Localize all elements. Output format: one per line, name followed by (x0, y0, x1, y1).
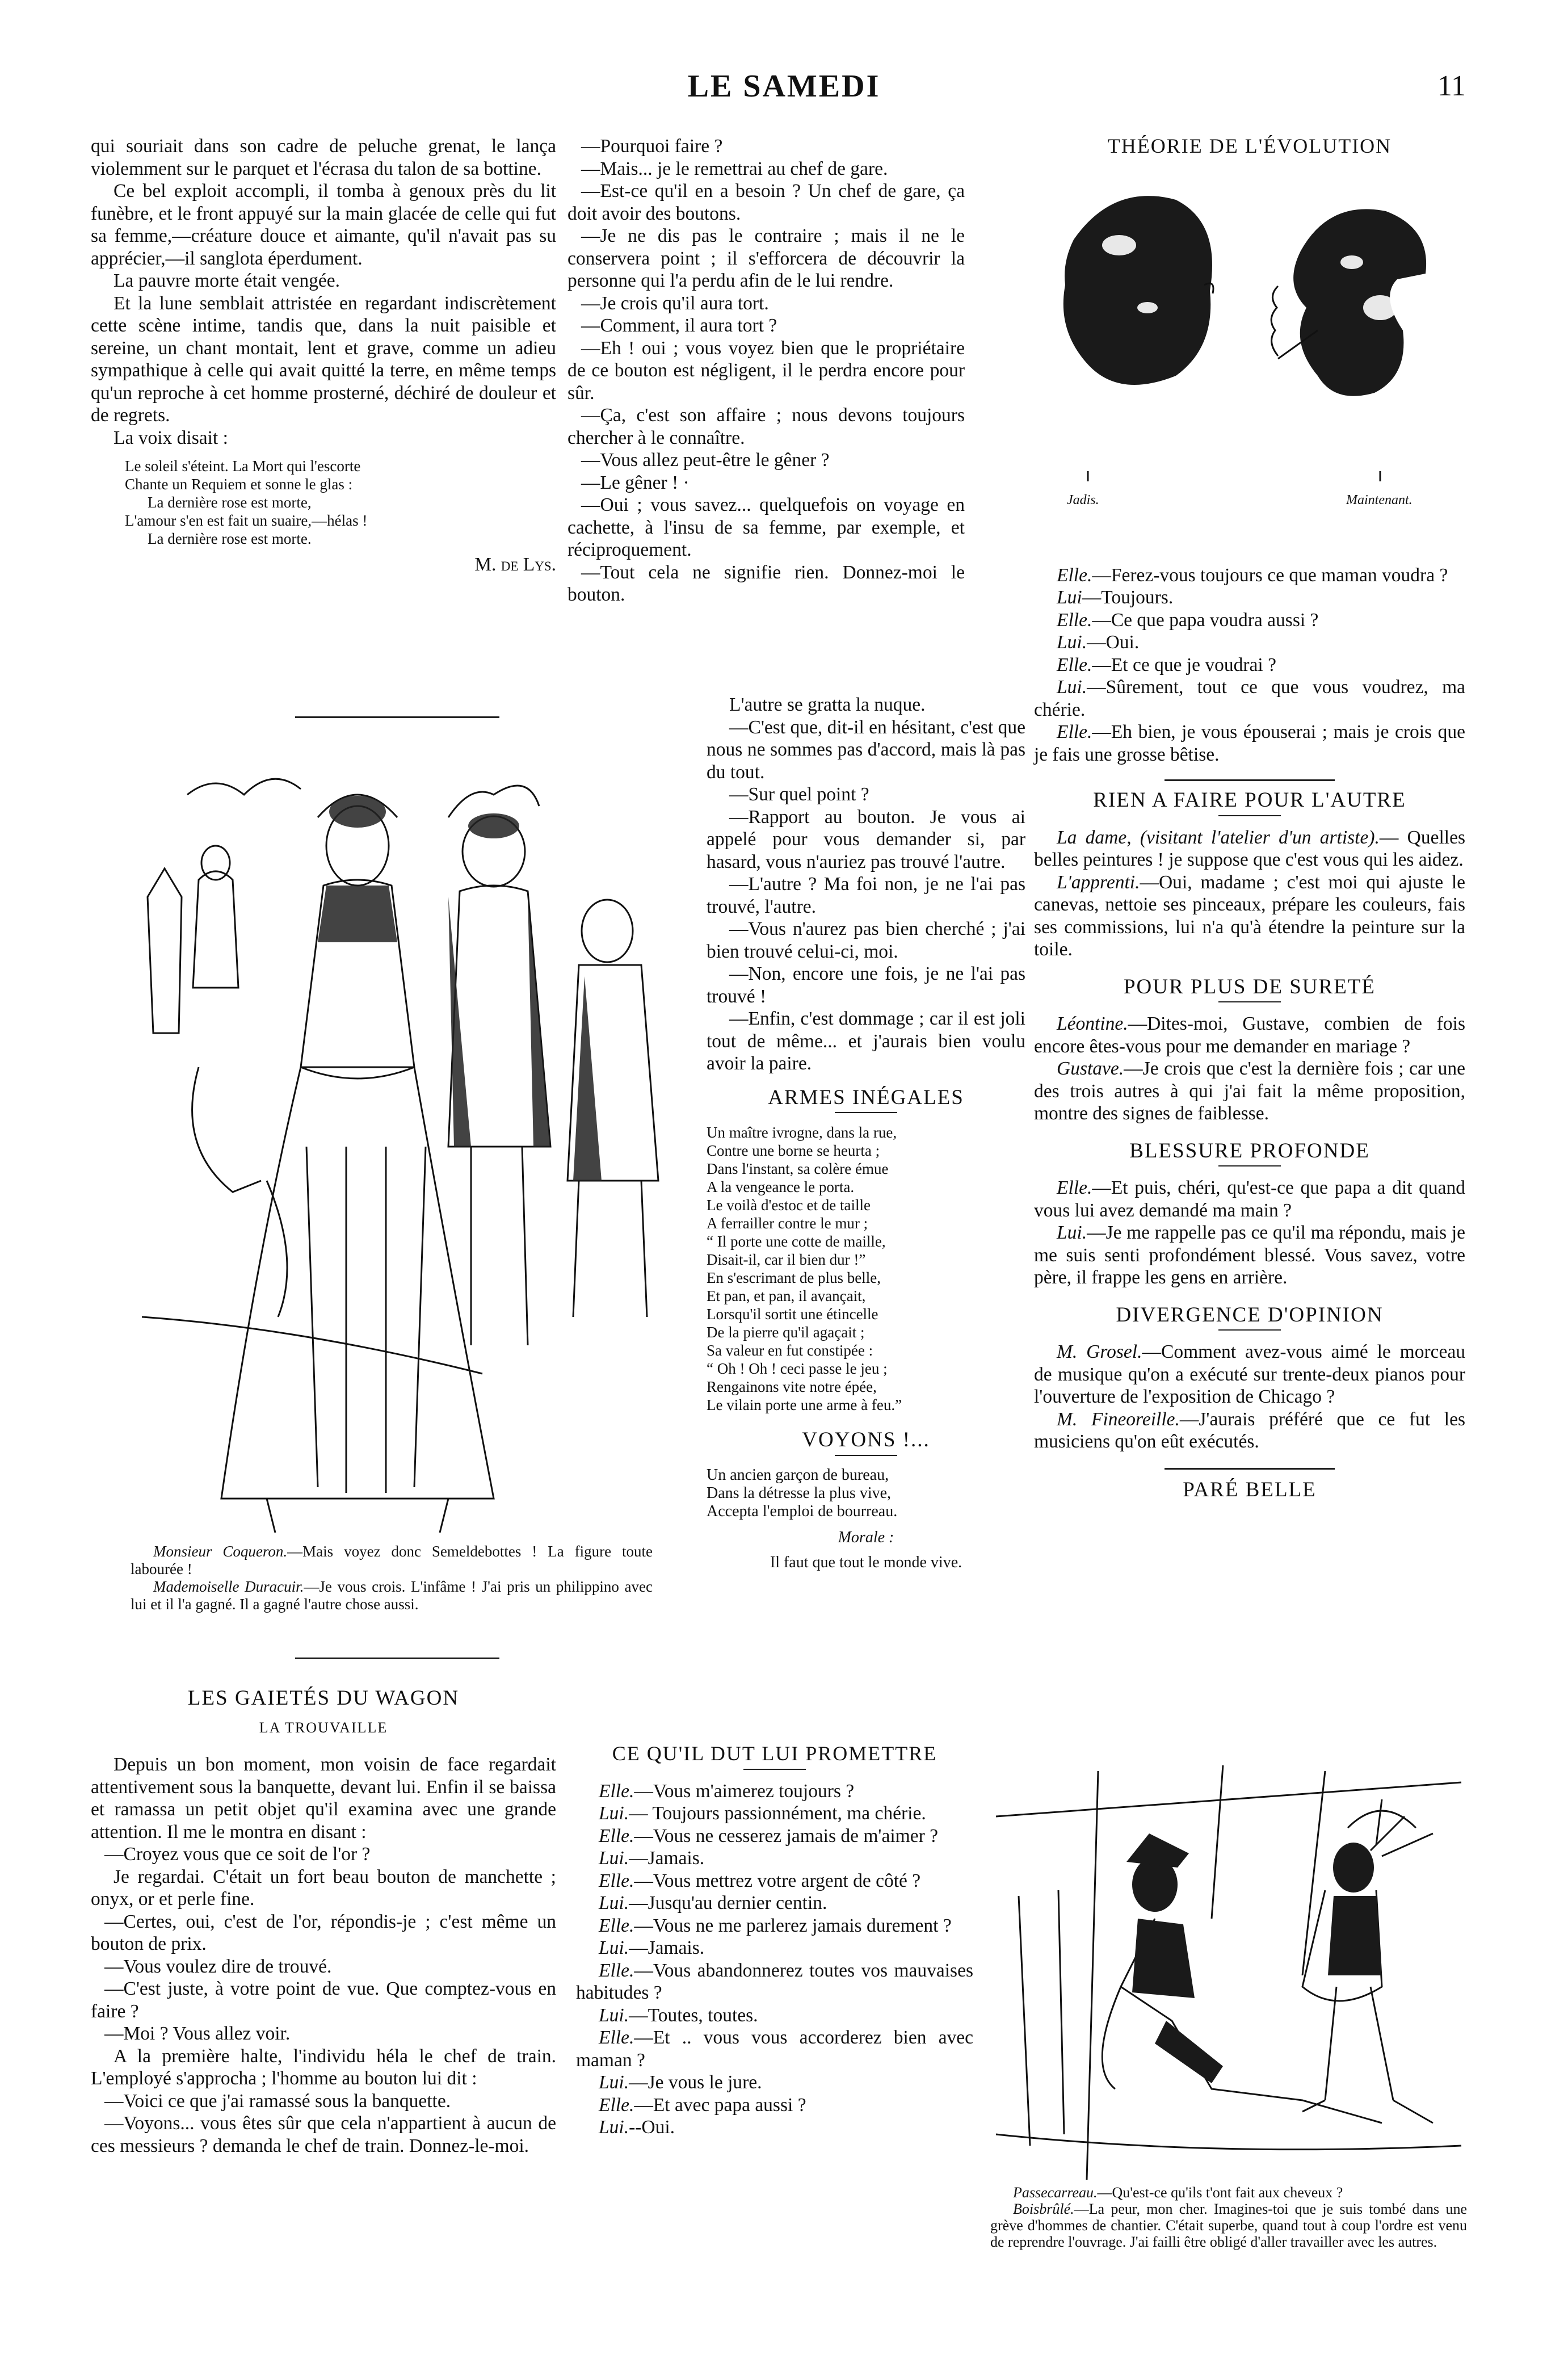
caption-text: —Je vous crois. L'infâme ! J'ai pris un philippino avec lui et il l'a gagné. Il a gagné l'autre chose aussi. (131, 1578, 653, 1613)
paragraph: —Je ne dis pas le contraire ; mais il ne le conservera point ; il s'efforcera de découvrir la personne qui l'a perdu afin de le lui rendre. (567, 225, 965, 291)
poem-line: Le vilain porte une arme à feu.” (707, 1396, 902, 1413)
dialog-line (576, 2071, 973, 2094)
speaker: Lui. (1057, 632, 1087, 653)
caption-line (990, 2201, 1467, 2250)
paragraph: —Eh ! oui ; vous voyez bien que le propriétaire de ce bouton est négligent, il le perdra encore pour sûr. (567, 337, 965, 404)
column-1-top (91, 135, 556, 576)
paragraph: —Tout cela ne signifie rien. Donnez-moi le bouton. (567, 561, 965, 605)
dialog-line (1034, 676, 1465, 721)
speech: —Jusqu'au dernier centin. (629, 1893, 827, 1914)
poem (91, 457, 556, 548)
speech: —Oui, madame ; c'est moi qui ajuste le canevas, nettoie ses pinceaux, prépare les couleurs, fais ses commissions, lui n'a qu'à étendre la peinture sur la toile. (1034, 871, 1465, 960)
paragraph: —L'autre ? Ma foi non, je ne l'ai pas trouvé, l'autre. (707, 874, 1025, 917)
paragraph: A la première halte, l'individu héla le chef de train. L'employé s'approcha ; l'homme au bouton lui dit : (91, 2045, 556, 2089)
speech: —Jamais. (629, 1937, 705, 1958)
dialog-line (576, 1780, 973, 1803)
speech: —Vous abandonnerez toutes vos mauvaises habitudes ? (576, 1959, 973, 2003)
paragraph: —Non, encore une fois, je ne l'ai pas trouvé ! (707, 963, 1025, 1007)
poem-line: Sa valeur en fut constipée : (707, 1342, 873, 1359)
speech: --Oui. (629, 2117, 675, 2138)
wagon-article (91, 1681, 556, 2157)
speech: — Toujours passionnément, ma chérie. (629, 1803, 926, 1824)
speech: —Sûrement, tout ce que vous voudrez, ma chérie. (1034, 677, 1465, 720)
dialog-line (1034, 721, 1465, 766)
paragraph: Ce bel exploit accompli, il tomba à genoux près du lit funèbre, et le front appuyé sur la main glacée de celle qui fut sa femme,—créature douce et aimante, qu'il n'avait pas su apprécier,—il sanglota éperdument. (91, 181, 556, 269)
caption-line (990, 2184, 1467, 2201)
speech: —Vous m'aimerez toujours ? (634, 1780, 855, 1802)
paragraph (1034, 1222, 1465, 1289)
speech: —Ferez-vous toujours ce que maman voudra ? (1092, 564, 1448, 586)
section-title: BLESSURE PROFONDE (1129, 1139, 1370, 1163)
speech: —Jamais. (629, 1848, 705, 1869)
dialog-line (1034, 586, 1465, 609)
speaker: Lui. (599, 1893, 629, 1914)
section-subtitle: LA TROUVAILLE (259, 1719, 388, 1736)
poem-line: L'amour s'en est fait un suaire,—hélas ! (125, 512, 368, 529)
dialog-line (576, 1802, 973, 1825)
dialog-line (576, 1870, 973, 1893)
caption-text: —Mais voyez donc Semeldebottes ! La figure toute labourée ! (131, 1543, 653, 1577)
dialog-lines (1034, 564, 1465, 766)
pare-belle-illustration (985, 1748, 1473, 2180)
dialog-line (576, 1892, 973, 1915)
paragraph: —C'est que, dit-il en hésitant, c'est que nous ne sommes pas d'accord, mais là pas du tout. (707, 716, 1025, 783)
poem-line: Contre une borne se heurta ; (707, 1142, 880, 1159)
speech: —Eh bien, je vous épouserai ; mais je crois que je fais une grosse bêtise. (1034, 721, 1465, 765)
divider (1165, 1468, 1335, 1470)
section-title: POUR PLUS DE SURETÉ (1123, 975, 1376, 998)
dialog-line (1034, 654, 1465, 677)
section-title: VOYONS !... (802, 1428, 930, 1451)
speech: —Vous ne cesserez jamais de m'aimer ? (634, 1825, 938, 1847)
section-title: PARÉ BELLE (1183, 1478, 1317, 1501)
paragraph: Depuis un bon moment, mon voisin de face regardait attentivement sous la banquette, devant lui. Enfin il se baissa et ramassa un petit objet qu'il examina avec une grande attention. Il me le montra en disant : (91, 1754, 556, 1843)
speaker: Elle. (599, 1915, 634, 1936)
speaker: Gustave. (1057, 1058, 1124, 1079)
speaker: La dame, (visitant l'atelier d'un artiste). (1057, 826, 1380, 848)
poem-line: Dans l'instant, sa colère émue (707, 1160, 889, 1177)
speech: —J'aurais préféré que ce fut les musiciens qu'on eût exécutés. (1034, 1408, 1465, 1452)
poem-line: La dernière rose est morte, (148, 494, 312, 511)
poem-line: Le voilà d'estoc et de taille (707, 1197, 871, 1214)
speaker: Elle. (1057, 654, 1092, 675)
paragraph: —C'est juste, à votre point de vue. Que comptez-vous en faire ? (91, 1978, 556, 2022)
paragraph: —Moi ? Vous allez voir. (104, 2023, 291, 2044)
poem-line: Disait-il, car il bien dur !” (707, 1251, 866, 1268)
speech: —Comment avez-vous aimé le morceau de musique qu'on a exécuté sur trente-deux pianos pour l'ouverture de l'exposition de Chicago ? (1034, 1341, 1465, 1407)
speaker: Lui. (599, 1848, 629, 1869)
paragraph: —Certes, oui, c'est de l'or, répondis-je ; c'est même un bouton de prix. (91, 1911, 556, 1954)
poem-line: “ Oh ! Oh ! ceci passe le jeu ; (707, 1360, 888, 1377)
speaker: Elle. (1057, 564, 1092, 586)
pare-belle-caption (990, 2184, 1467, 2250)
paragraph: —Mais... je le remettrai au chef de gare. (581, 158, 888, 179)
paragraph: —Je crois qu'il aura tort. (581, 292, 769, 314)
paragraph: —Le gêner ! · (581, 472, 690, 493)
page-title: LE SAMEDI (687, 69, 881, 104)
evolution-label-left: Jadis. (1067, 492, 1099, 507)
paragraph: Et la lune semblait attristée en regardant indiscrètement cette scène intime, tandis que, dans la nuit paisible et sereine, un chant montait, lent et grave, comme un adieu sympathique à celle qui avait quitté la terre, en même temps qu'un reproche à cet homme prosterné, déchiré de douleur et de regrets. (91, 292, 556, 426)
paragraph: —Voyons... vous êtes sûr que cela n'appartient à aucun de ces messieurs ? demanda le chef de train. Donnez-le-moi. (91, 2113, 556, 2156)
poem (707, 1466, 1025, 1572)
divider (1165, 779, 1335, 781)
speech: —Dites-moi, Gustave, combien de fois encore êtes-vous pour me demander en mariage ? (1034, 1013, 1465, 1057)
poem-line: Un ancien garçon de bureau, (707, 1466, 889, 1484)
dialog-line (576, 2116, 973, 2139)
speech: —Je vous le jure. (629, 2072, 762, 2093)
paragraph (1034, 1408, 1465, 1453)
paragraph: —Croyez vous que ce soit de l'or ? (104, 1844, 371, 1865)
title-rule (743, 1769, 806, 1770)
poem-line: Chante un Requiem et sonne le glas : (125, 476, 353, 493)
title-rule (1218, 815, 1281, 816)
speaker: Elle. (1057, 1177, 1092, 1198)
speaker: Elle. (599, 1959, 634, 1981)
section-title: ARMES INÉGALES (768, 1085, 964, 1109)
paragraph (1034, 1013, 1465, 1058)
speaker: Elle. (599, 2027, 634, 2048)
paragraph: —Voici ce que j'ai ramassé sous la banquette. (104, 2090, 451, 2112)
dialog-line (1034, 564, 1465, 587)
dialog-line (576, 1915, 973, 1937)
title-rule (1218, 1001, 1281, 1002)
speaker: Lui (1057, 587, 1082, 608)
paragraph: —Enfin, c'est dommage ; car il est joli tout de même... et j'aurais bien voulu avoir la paire. (707, 1008, 1025, 1074)
caption-speaker: Monsieur Coqueron. (153, 1543, 288, 1560)
title-rule (835, 1112, 897, 1113)
poem-line: La dernière rose est morte. (148, 530, 312, 547)
poem-line: “ Il porte une cotte de maille, (707, 1233, 886, 1250)
paragraph: La voix disait : (113, 427, 228, 448)
section-title: LES GAIETÉS DU WAGON (187, 1686, 460, 1710)
caption-text: —La peur, mon cher. Imagines-toi que je suis tombé dans une grève d'hommes de chantier. C'était superbe, quand tout à coup l'ordre est venu de reprendre l'ouvrage. J'ai failli être obligé d'aller travailler avec les autres. (990, 2201, 1467, 2250)
poem-line: Accepta l'emploi de bourreau. (707, 1502, 898, 1520)
paragraph: —Vous allez peut-être le gêner ? (581, 450, 830, 471)
dialog-line (576, 2094, 973, 2117)
speech: —Vous mettrez votre argent de côté ? (634, 1870, 921, 1891)
poem-line: A la vengeance le porta. (707, 1178, 855, 1195)
speech: —Vous ne me parlerez jamais durement ? (634, 1915, 952, 1936)
paragraph: qui souriait dans son cadre de peluche grenat, le lança violemment sur le parquet et l'écrasa du talon de sa bottine. (91, 136, 556, 179)
poem-line: A ferrailler contre le mur ; (707, 1215, 868, 1232)
speech: — Quelles belles peintures ! je suppose que c'est vous qui les aidez. (1034, 826, 1465, 870)
caption-speaker: Mademoiselle Duracuir. (153, 1578, 304, 1595)
ballroom-drawing (131, 749, 681, 1533)
speaker: Léontine. (1057, 1013, 1128, 1034)
speaker: M. Fineoreille. (1057, 1408, 1180, 1430)
poem (707, 1123, 1025, 1414)
title-rule (1218, 1165, 1281, 1166)
speaker: Lui. (599, 1803, 629, 1824)
paragraph: —Sur quel point ? (729, 784, 869, 805)
dialog-line (576, 2026, 973, 2071)
title-rule (835, 1455, 897, 1456)
paragraph (1034, 1341, 1465, 1408)
speech: —Et puis, chéri, qu'est-ce que papa a dit quand vous lui avez demandé ma main ? (1034, 1177, 1465, 1221)
dialog-line (576, 1847, 973, 1870)
paragraph: —Rapport au bouton. Je vous ai appelé pour vous demander si, par hasard, vous n'auriez pas trouvé l'autre. (707, 806, 1025, 872)
speaker: Lui. (599, 2004, 629, 2026)
paragraph: —Vous n'aurez pas bien cherché ; j'ai bien trouvé celui-ci, moi. (707, 918, 1025, 962)
dialog-lines (576, 1780, 973, 2139)
speech: —Je me rappelle pas ce qu'il ma répondu, mais je me suis senti profondément blessé. Vous savez, votre père, il frappe les gens en arrière. (1034, 1222, 1465, 1288)
divider (295, 716, 499, 718)
title-rule (1218, 1329, 1281, 1331)
dialog-line (576, 1825, 973, 1848)
divider (295, 1658, 499, 1659)
speech: —Oui. (1087, 632, 1140, 653)
dialog-line (576, 1937, 973, 1959)
dialog-line (1034, 631, 1465, 654)
section-title: RIEN A FAIRE POUR L'AUTRE (1093, 788, 1406, 812)
page-number: 11 (1437, 70, 1466, 102)
poem-line: Rengainons vite notre épée, (707, 1378, 877, 1395)
speaker: L'apprenti. (1057, 871, 1140, 893)
section-title: CE QU'IL DUT LUI PROMETTRE (612, 1742, 938, 1765)
speech: —Ce que papa voudra aussi ? (1092, 609, 1319, 631)
promettre-article (576, 1737, 973, 2139)
ballroom-illustration (131, 749, 681, 1533)
poem-line: Un maître ivrogne, dans la rue, (707, 1124, 897, 1141)
column-3 (1034, 135, 1465, 1503)
illustration-1-caption (131, 1543, 653, 1613)
paragraph (1034, 871, 1465, 961)
poem-line: Le soleil s'éteint. La Mort qui l'escorte (125, 458, 361, 475)
column-2-top (567, 135, 965, 606)
speaker: Elle. (599, 1780, 634, 1802)
section-title: THÉORIE DE L'ÉVOLUTION (1107, 135, 1392, 157)
speaker: Lui. (1057, 1222, 1087, 1243)
poem-line: Et pan, et pan, il avançait, (707, 1287, 866, 1304)
evolution-label-right: Maintenant. (1346, 492, 1413, 507)
speaker: Lui. (1057, 677, 1087, 698)
morale-text: Il faut que tout le monde vive. (770, 1553, 962, 1571)
speaker: Elle. (1057, 721, 1092, 742)
speaker: Lui. (599, 1937, 629, 1958)
paragraph: —Comment, il aura tort ? (581, 315, 777, 336)
speech: —Et .. vous vous accorderez bien avec maman ? (576, 2027, 973, 2071)
caption-speaker: Boisbrûlé. (1013, 2201, 1074, 2217)
speaker: Elle. (599, 1870, 634, 1891)
evolution-illustration (1034, 160, 1465, 557)
paragraph: La pauvre morte était vengée. (113, 270, 340, 291)
speaker: Elle. (599, 1825, 634, 1847)
dialog-line (576, 2004, 973, 2027)
paragraph: —Ça, c'est son affaire ; nous devons toujours chercher à le connaître. (567, 405, 965, 448)
caption-line (131, 1543, 653, 1578)
signature: M. de Lys. (474, 554, 556, 575)
paragraph (1034, 826, 1465, 871)
section-title: DIVERGENCE D'OPINION (1116, 1303, 1384, 1327)
speaker: Elle. (1057, 609, 1092, 631)
dialog-line (576, 1959, 973, 2004)
speech: —Toutes, toutes. (629, 2004, 758, 2026)
speaker: Lui. (599, 2117, 629, 2138)
caption-speaker: Passecarreau. (1013, 2184, 1098, 2201)
pare-belle-drawing (985, 1748, 1473, 2180)
speech: —Toujours. (1082, 587, 1174, 608)
paragraph: —Pourquoi faire ? (581, 136, 723, 157)
paragraph: —Vous voulez dire de trouvé. (104, 1956, 332, 1977)
poem-line: En s'escrimant de plus belle, (707, 1269, 881, 1286)
paragraph (1034, 1058, 1465, 1125)
paragraph: L'autre se gratta la nuque. (729, 694, 926, 715)
column-2-middle (707, 694, 1025, 1577)
speaker: M. Grosel. (1057, 1341, 1142, 1362)
speaker: Elle. (599, 2094, 634, 2116)
paragraph: —Oui ; vous savez... quelquefois on voyage en cachette, à l'insu de sa femme, par exemple, et réciproquement. (567, 494, 965, 560)
paragraph (1034, 1177, 1465, 1222)
dialog-line (1034, 609, 1465, 632)
speech: —Je crois que c'est la dernière fois ; car une des trois autres à qui j'ai fait la même proposition, montre des signes de faiblesse. (1034, 1058, 1465, 1124)
caption-line (131, 1578, 653, 1613)
speaker: Lui. (599, 2072, 629, 2093)
poem-line: Lorsqu'il sortit une étincelle (707, 1306, 878, 1323)
morale-label: Morale : (838, 1528, 894, 1546)
paragraph: —Est-ce qu'il en a besoin ? Un chef de gare, ça doit avoir des boutons. (567, 181, 965, 224)
speech: —Et avec papa aussi ? (634, 2094, 806, 2116)
speech: —Et ce que je voudrai ? (1092, 654, 1276, 675)
poem-line: Dans la détresse la plus vive, (707, 1484, 892, 1502)
caption-text: —Qu'est-ce qu'ils t'ont fait aux cheveux ? (1097, 2184, 1343, 2201)
paragraph: Je regardai. C'était un fort beau bouton de manchette ; onyx, or et perle fine. (91, 1866, 556, 1910)
poem-line: De la pierre qu'il agaçait ; (707, 1324, 865, 1341)
